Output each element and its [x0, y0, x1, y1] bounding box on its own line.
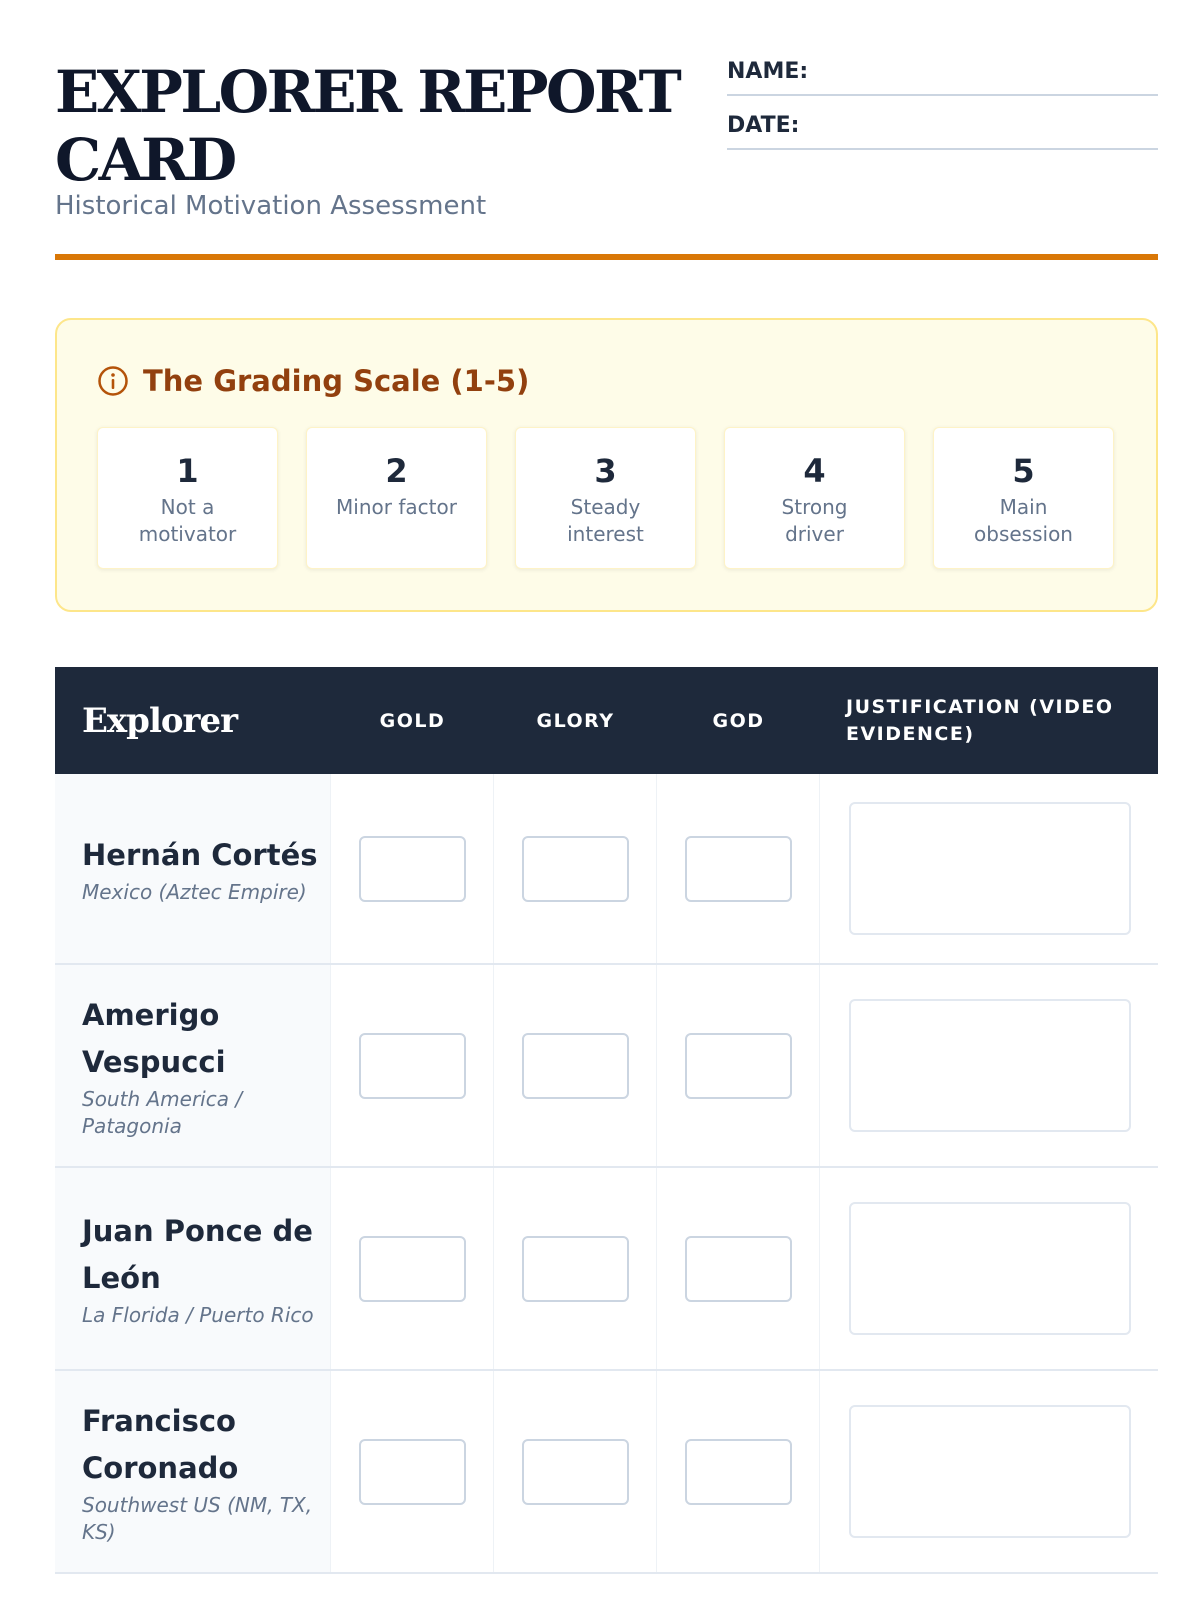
god-cell: [657, 1168, 820, 1369]
scale-value: 1: [176, 452, 199, 490]
scale-description: Steady interest: [567, 495, 644, 546]
header-gold: GOLD: [379, 709, 446, 732]
god-score-input[interactable]: [685, 1033, 792, 1099]
god-cell: [657, 1371, 820, 1572]
scale-card-5: [933, 427, 1114, 569]
glory-score-input[interactable]: [522, 1439, 629, 1505]
info-circle-icon: [97, 365, 129, 397]
justification-input[interactable]: [849, 1202, 1131, 1335]
scale-value: 4: [803, 452, 826, 490]
justification-input[interactable]: [849, 999, 1131, 1132]
god-score-input[interactable]: [685, 836, 792, 902]
glory-cell: [494, 1371, 657, 1572]
gold-score-input[interactable]: [359, 1236, 466, 1302]
justification-cell: [821, 774, 1158, 963]
explorer-region: Southwest US (NM, TX, KS): [82, 1492, 313, 1544]
report-header: [55, 58, 1158, 263]
header-god: GOD: [712, 709, 765, 732]
scale-description: Not a motivator: [138, 495, 237, 546]
explorer-region: Mexico (Aztec Empire): [82, 879, 307, 904]
justification-cell: [821, 1168, 1158, 1369]
justification-cell: [821, 1371, 1158, 1572]
name-label: NAME:: [727, 59, 809, 84]
gold-cell: [331, 1168, 494, 1369]
gold-score-input[interactable]: [359, 1439, 466, 1505]
glory-cell: [494, 774, 657, 963]
header-explorer: Explorer: [82, 700, 238, 741]
glory-cell: [494, 965, 657, 1166]
grading-scale-heading: [97, 364, 529, 398]
scale-description: Main obsession: [974, 495, 1073, 546]
page-title: EXPLORER REPORT CARD: [55, 58, 680, 194]
scale-card-3: [515, 427, 696, 569]
gold-cell: [331, 774, 494, 963]
explorer-cell: [55, 1168, 331, 1369]
name-field[interactable]: [727, 58, 1158, 96]
scale-card-2: [306, 427, 487, 569]
gold-score-input[interactable]: [359, 1033, 466, 1099]
header-divider: [55, 254, 1158, 260]
page-subtitle: Historical Motivation Assessment: [55, 191, 487, 221]
glory-score-input[interactable]: [522, 1033, 629, 1099]
god-cell: [657, 774, 820, 963]
explorer-cell: [55, 1371, 331, 1572]
table-row: [55, 1168, 1158, 1371]
scale-value: 3: [594, 452, 617, 490]
grading-scale-title: The Grading Scale (1-5): [143, 364, 530, 398]
justification-input[interactable]: [849, 802, 1131, 935]
scale-description: Minor factor: [336, 495, 457, 519]
table-row: [55, 1371, 1158, 1574]
justification-input[interactable]: [849, 1405, 1131, 1538]
explorer-name: Hernán Cortés: [82, 837, 318, 872]
glory-score-input[interactable]: [522, 836, 629, 902]
grading-scale-panel: [55, 318, 1158, 612]
scale-card-1: [97, 427, 278, 569]
justification-cell: [821, 965, 1158, 1166]
glory-cell: [494, 1168, 657, 1369]
table-header: [55, 667, 1158, 774]
grading-scale-cards: [97, 427, 1114, 569]
explorer-name: Amerigo Vespucci: [82, 997, 226, 1079]
report-table: [55, 667, 1158, 1574]
table-row: [55, 965, 1158, 1168]
header-justification: JUSTIFICATION (VIDEO EVIDENCE): [846, 695, 1114, 745]
date-field[interactable]: [727, 112, 1158, 150]
student-fields: [727, 58, 1158, 166]
scale-card-4: [724, 427, 905, 569]
god-cell: [657, 965, 820, 1166]
explorer-name: Juan Ponce de León: [82, 1214, 313, 1295]
header-glory: GLORY: [536, 709, 615, 732]
gold-cell: [331, 1371, 494, 1572]
explorer-region: La Florida / Puerto Rico: [82, 1303, 314, 1327]
scale-value: 2: [385, 452, 408, 490]
god-score-input[interactable]: [685, 1439, 792, 1505]
explorer-cell: [55, 774, 331, 963]
date-label: DATE:: [727, 113, 800, 138]
scale-value: 5: [1012, 452, 1035, 490]
scale-description: Strong driver: [781, 495, 848, 546]
table-row: [55, 774, 1158, 965]
explorer-cell: [55, 965, 331, 1166]
explorer-name: Francisco Coronado: [82, 1403, 239, 1485]
god-score-input[interactable]: [685, 1236, 792, 1302]
glory-score-input[interactable]: [522, 1236, 629, 1302]
gold-score-input[interactable]: [359, 836, 466, 902]
explorer-region: South America / Patagonia: [82, 1086, 243, 1138]
gold-cell: [331, 965, 494, 1166]
